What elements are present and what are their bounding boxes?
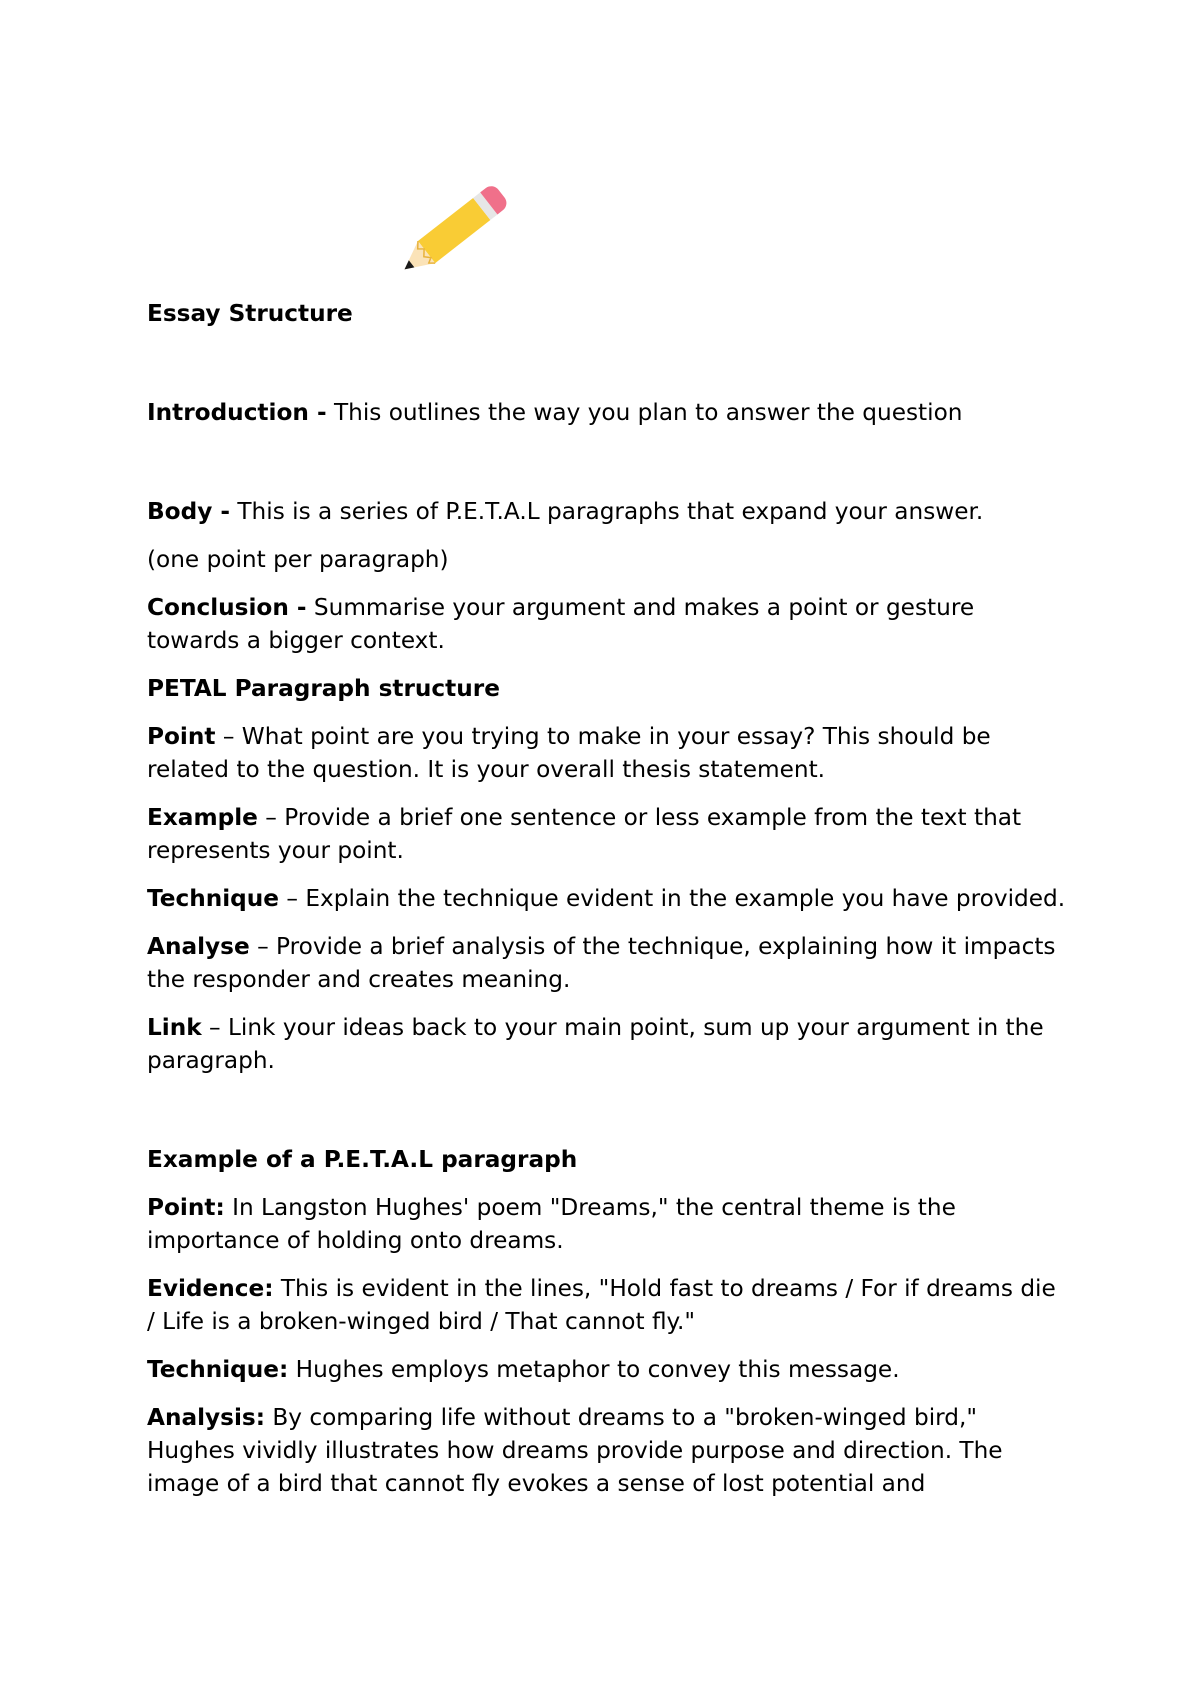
page-title: Essay Structure bbox=[147, 300, 353, 327]
petal-text: – Link your ideas back to your main point, sum up your argument in the paragraph. bbox=[147, 1014, 1044, 1074]
example-text: This is evident in the lines, "Hold fast to dreams / For if dreams die / Life is a broken-winged bird / That cannot fly." bbox=[147, 1275, 1056, 1335]
pencil-icon bbox=[382, 182, 520, 284]
petal-term: Analyse bbox=[147, 933, 250, 960]
petal-text: – What point are you trying to make in your essay? This should be related to the question. It is your overall thesis statement. bbox=[147, 723, 991, 783]
conclusion-line bbox=[147, 591, 1067, 657]
intro-line bbox=[147, 396, 1067, 429]
petal-item bbox=[147, 930, 1067, 996]
petal-term: Point bbox=[147, 723, 216, 750]
example-item bbox=[147, 1353, 1067, 1386]
example-text: By comparing life without dreams to a "broken-winged bird," Hughes vividly illustrates how dreams provide purpose and direction. The image of a bird that cannot fly evokes a sense of lost potential and bbox=[147, 1404, 1003, 1497]
example-term: Technique: bbox=[147, 1356, 289, 1383]
body-note: (one point per paragraph) bbox=[147, 546, 449, 573]
body-line bbox=[147, 495, 1067, 528]
petal-text: – Explain the technique evident in the example you have provided. bbox=[279, 885, 1066, 912]
conclusion-text: Summarise your argument and makes a point or gesture towards a bigger context. bbox=[147, 594, 975, 654]
example-text: Hughes employs metaphor to convey this message. bbox=[288, 1356, 900, 1383]
document-body bbox=[147, 297, 1067, 1500]
example-term: Evidence: bbox=[147, 1275, 274, 1302]
petal-heading: PETAL Paragraph structure bbox=[147, 675, 500, 702]
petal-item bbox=[147, 882, 1067, 915]
petal-text: – Provide a brief analysis of the technique, explaining how it impacts the responder and creates meaning. bbox=[147, 933, 1056, 993]
petal-item bbox=[147, 720, 1067, 786]
intro-term: Introduction - bbox=[147, 399, 327, 426]
petal-item bbox=[147, 801, 1067, 867]
example-text: In Langston Hughes' poem "Dreams," the central theme is the importance of holding onto dreams. bbox=[147, 1194, 956, 1254]
example-item bbox=[147, 1272, 1067, 1338]
conclusion-term: Conclusion - bbox=[147, 594, 307, 621]
body-text: This is a series of P.E.T.A.L paragraphs that expand your answer. bbox=[230, 498, 984, 525]
example-heading: Example of a P.E.T.A.L paragraph bbox=[147, 1146, 578, 1173]
petal-term: Technique bbox=[147, 885, 280, 912]
example-term: Analysis: bbox=[147, 1404, 265, 1431]
petal-term: Example bbox=[147, 804, 258, 831]
example-item bbox=[147, 1401, 1067, 1500]
body-term: Body - bbox=[147, 498, 231, 525]
example-item bbox=[147, 1191, 1067, 1257]
petal-term: Link bbox=[147, 1014, 202, 1041]
intro-text: This outlines the way you plan to answer the question bbox=[326, 399, 963, 426]
petal-item bbox=[147, 1011, 1067, 1077]
example-term: Point: bbox=[147, 1194, 225, 1221]
petal-text: – Provide a brief one sentence or less example from the text that represents your point. bbox=[147, 804, 1022, 864]
